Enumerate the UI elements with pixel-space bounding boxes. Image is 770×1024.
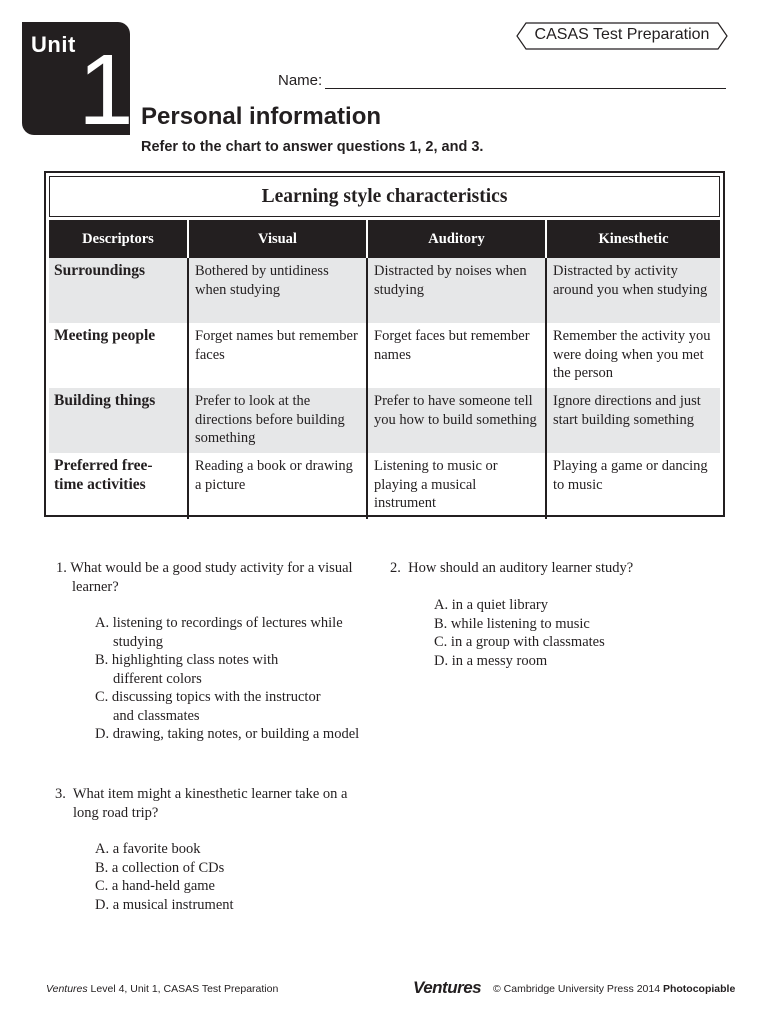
question-number: 2. <box>390 560 401 576</box>
learning-style-chart <box>44 171 725 517</box>
section-tag <box>516 22 728 50</box>
option-a[interactable]: A. in a quiet library <box>434 597 548 613</box>
table-cell: Ignore directions and just start building something <box>546 388 720 453</box>
table-cell: Listening to music or playing a musical instrument <box>367 453 546 519</box>
question-2-options <box>434 596 724 670</box>
table-row <box>49 388 720 453</box>
table-cell: Bothered by untidiness when studying <box>188 258 367 323</box>
question-1-line2: learner? <box>72 578 119 595</box>
name-field-line[interactable] <box>325 88 726 89</box>
option-b-cont: different colors <box>113 670 202 687</box>
unit-label: Unit <box>31 32 76 57</box>
table-cell: Forget names but remember faces <box>188 323 367 388</box>
option-c[interactable]: C. a hand-held game <box>95 878 215 894</box>
table-cell: Prefer to look at the directions before building something <box>188 388 367 453</box>
option-b[interactable]: B. highlighting class notes with <box>95 652 279 668</box>
option-c-cont: and classmates <box>113 707 200 724</box>
copyright-text: © Cambridge University Press 2014 <box>493 983 663 995</box>
option-b[interactable]: B. a collection of CDs <box>95 859 225 876</box>
question-3-line1 <box>55 785 375 804</box>
table-cell: Prefer to have someone tell you how to build something <box>367 388 546 453</box>
page-title: Personal information <box>141 103 382 130</box>
question-1-line1 <box>56 559 376 578</box>
table-cell: Distracted by activity around you when studying <box>546 258 720 323</box>
row-descriptor: Surroundings <box>49 258 188 323</box>
table-cell: Playing a game or dancing to music <box>546 453 720 519</box>
question-3-options <box>95 840 385 914</box>
column-header: Descriptors <box>49 220 188 258</box>
question-3-line2: long road trip? <box>73 804 159 821</box>
option-c[interactable]: C. discussing topics with the instructor <box>95 689 321 705</box>
ventures-logo: Ventures <box>413 978 482 997</box>
question-text: What item might a kinesthetic learner take on a <box>72 786 348 802</box>
question-1 <box>56 559 376 596</box>
option-d[interactable]: D. a musical instrument <box>95 896 234 913</box>
row-descriptor: Building things <box>49 388 188 453</box>
table-row <box>49 323 720 388</box>
question-text: What would be a good study activity for a visual <box>70 560 353 576</box>
footer-details: Level 4, Unit 1, CASAS Test Preparation <box>87 983 279 995</box>
option-d[interactable]: D. drawing, taking notes, or building a model <box>95 726 360 742</box>
option-d[interactable]: D. in a messy room <box>434 652 548 669</box>
column-header: Kinesthetic <box>546 220 720 258</box>
table-cell: Reading a book or drawing a picture <box>188 453 367 519</box>
footer-credit <box>46 983 278 995</box>
option-c[interactable]: C. in a group with classmates <box>434 634 605 650</box>
photocopiable-label: Photocopiable <box>662 983 736 995</box>
section-tag-label: CASAS Test Preparation <box>534 26 710 43</box>
table-cell: Forget faces but remember names <box>367 323 546 388</box>
table-header-row <box>49 220 720 258</box>
question-text: How should an auditory learner study? <box>408 560 634 576</box>
option-a-cont: studying <box>113 633 163 650</box>
instructions: Refer to the chart to answer questions 1, 2, and 3. <box>141 139 484 155</box>
question-number: 1. <box>56 560 67 576</box>
question-2 <box>390 559 730 578</box>
column-header: Auditory <box>367 220 546 258</box>
table-row <box>49 258 720 323</box>
question-number: 3. <box>55 786 66 802</box>
column-header: Visual <box>188 220 367 258</box>
chart-title: Learning style characteristics <box>49 176 720 217</box>
option-a[interactable]: A. a favorite book <box>95 841 201 857</box>
question-3 <box>55 785 375 822</box>
row-descriptor: Preferred free-time activities <box>54 457 153 493</box>
row-descriptor: Meeting people <box>54 327 156 344</box>
unit-number: 1 <box>78 34 134 146</box>
question-1-options <box>95 614 385 744</box>
table-cell: Remember the activity you were doing when you met the person <box>546 323 720 388</box>
footer-copyright <box>493 983 735 995</box>
name-label: Name: <box>278 72 323 89</box>
table-row <box>49 453 720 519</box>
table-cell: Distracted by noises when studying <box>367 258 546 323</box>
footer-series: Ventures <box>46 983 88 995</box>
option-a[interactable]: A. listening to recordings of lectures while <box>95 615 343 631</box>
chart-table <box>49 220 720 519</box>
option-b[interactable]: B. while listening to music <box>434 615 590 632</box>
